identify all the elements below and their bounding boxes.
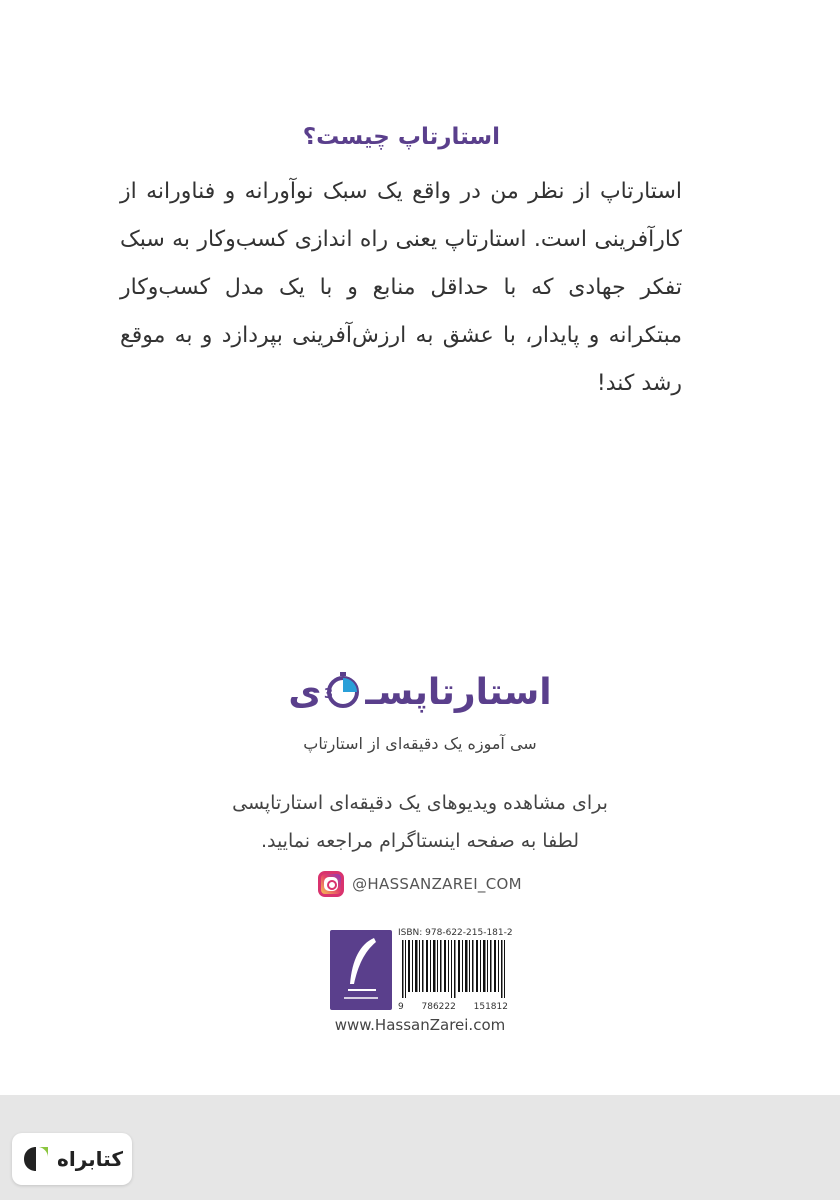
startapsi-logo (250, 670, 590, 730)
logo-text-main: استارتاپسـ (365, 671, 552, 713)
barcode-digit-right: 151812 (473, 1002, 508, 1012)
promo-line-1: برای مشاهده ویدیوهای یک دقیقه‌ای استارتاپسی (232, 792, 608, 814)
instagram-handle: @HASSANZAREI_COM (352, 875, 522, 893)
logo-tagline: سی آموزه یک دقیقه‌ای از استارتاپ (303, 734, 537, 753)
description-paragraph: استارتاپ از نظر من در واقع یک سبک نوآورانه و فناورانه از کارآفرینی است. استارتاپ یعنی راه اندازی کسب‌وکار به سبک تفکر جهادی که با حداقل منابع و با یک مدل کسب‌وکار مبتکرانه و پایدار، با عشق به ارزش‌آفرینی بپردازد و به موقع رشد کند! (120, 179, 682, 396)
instagram-row (300, 868, 540, 900)
instagram-icon (318, 871, 344, 897)
ketabrah-label: کتابراه (57, 1147, 123, 1171)
feather-publisher-logo (330, 930, 392, 1010)
logo-text-end: ی (288, 671, 322, 713)
barcode-icon (398, 940, 508, 998)
promo-text (160, 784, 680, 860)
publisher-logo (330, 930, 392, 1010)
footer-bar (0, 1095, 840, 1200)
promo-line-2: لطفا به صفحه اینستاگرام مراجعه نمایید. (260, 830, 580, 852)
ketabrah-badge[interactable] (12, 1133, 132, 1185)
website-url: www.HassanZarei.com (334, 1016, 506, 1034)
ketabrah-icon (21, 1144, 51, 1174)
barcode-digit-mid: 786222 (421, 1002, 456, 1012)
barcode-digits (398, 1002, 508, 1012)
svg-text:3: 3 (324, 687, 334, 702)
barcode-digit-left: 9 (398, 1002, 404, 1012)
stopwatch-30-icon (323, 670, 363, 714)
section-heading: استارتاپ چیست؟ (302, 124, 500, 150)
isbn-number: ISBN: 978-622-215-181-2 (398, 928, 513, 938)
barcode-block (398, 928, 513, 1014)
